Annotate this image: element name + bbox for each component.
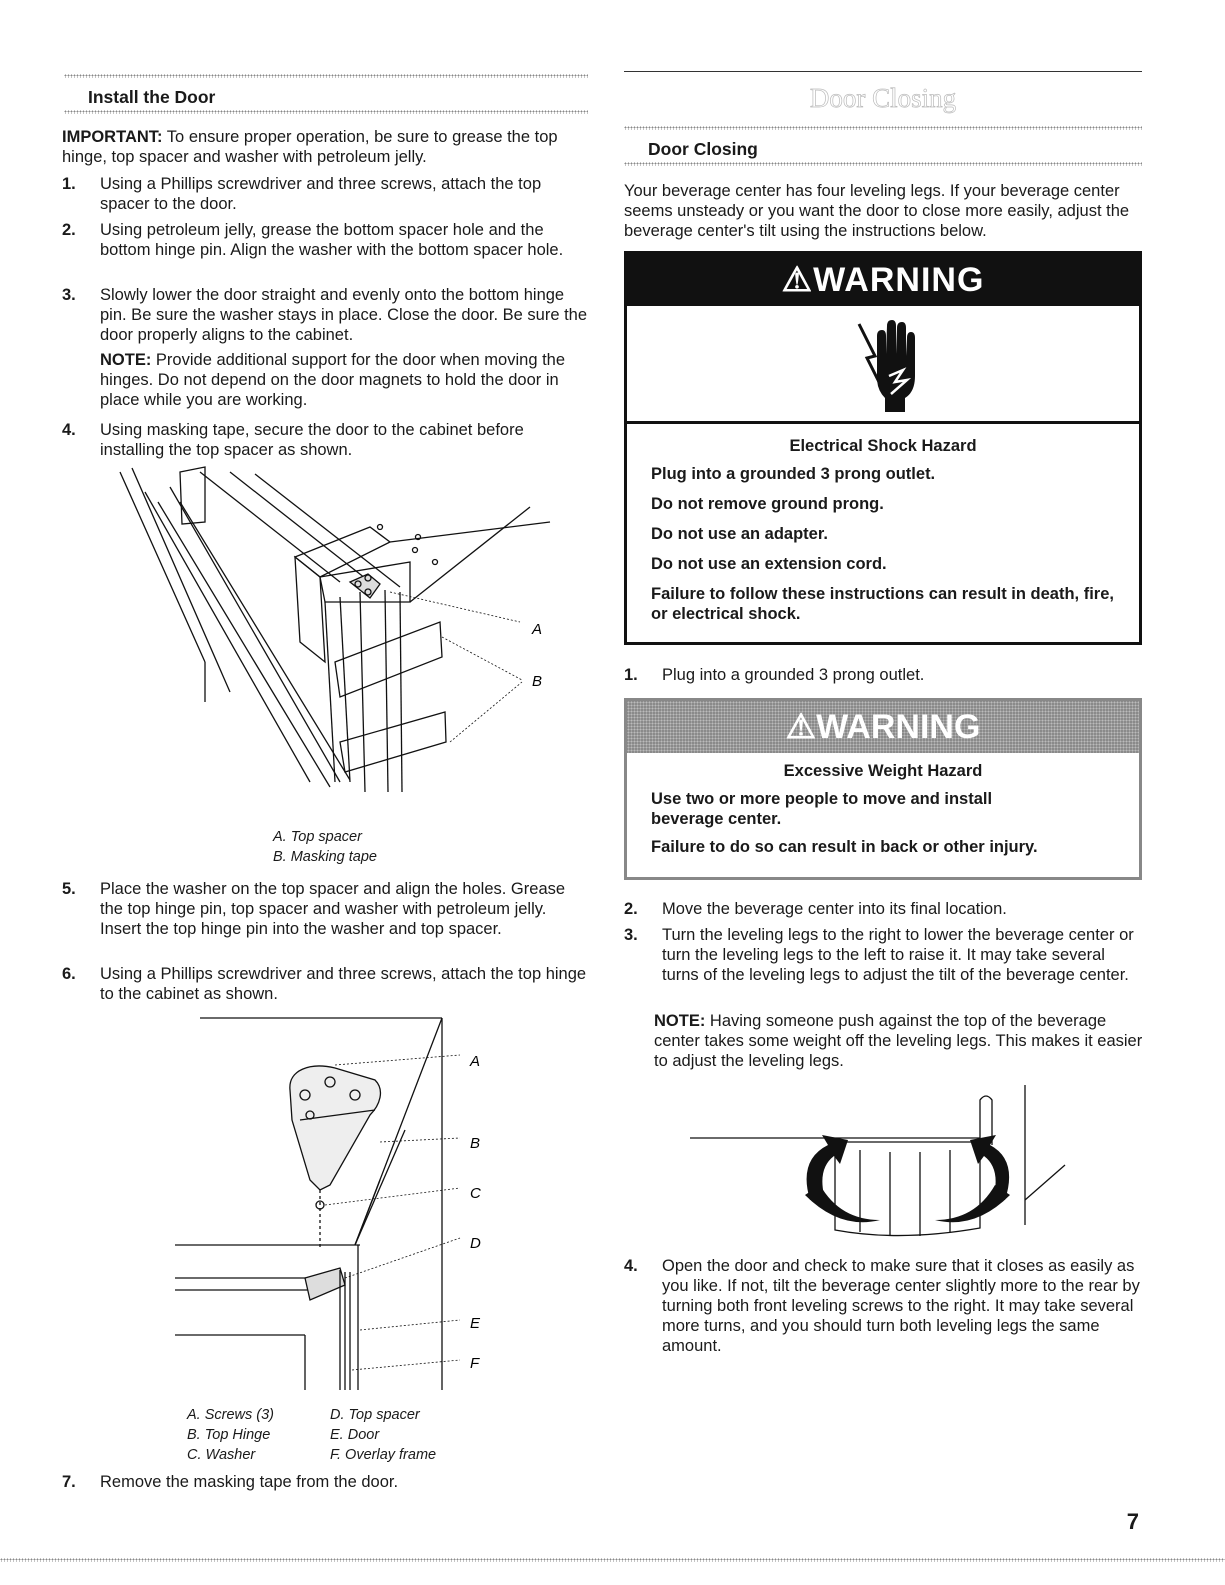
closing-step-2 <box>624 899 1144 919</box>
section-heading-install-door: Install the Door <box>88 87 216 107</box>
note-text: Having someone push against the top of the beverage center takes some weight off the leveling legs. This makes it easier to adjust the leveling legs. <box>654 1012 1143 1070</box>
step-number: 5. <box>62 880 76 898</box>
install-step-2 <box>62 220 592 260</box>
fig2-caption-e: E. Door <box>330 1427 380 1443</box>
install-note <box>100 350 592 410</box>
step-text: Open the door and check to make sure that it closes as easily as you like. If not, tilt the beverage center slightly more to the rear by turning both front leveling screws to the right. It may take several more turns, and you should turn both leveling legs the same amount. <box>662 1257 1140 1355</box>
fig2-caption-c: C. Washer <box>187 1447 256 1463</box>
step-text: Move the beverage center into its final location. <box>662 900 1007 918</box>
step-number: 2. <box>62 221 76 239</box>
door-edge-line <box>120 472 205 662</box>
warning-triangle-icon: ⚠ <box>781 261 814 299</box>
step-text: Remove the masking tape from the door. <box>100 1473 399 1491</box>
top-hinge-illustration <box>170 1010 510 1395</box>
closing-note <box>654 1011 1144 1071</box>
install-step-6 <box>62 964 592 1004</box>
warning-header <box>627 701 1139 753</box>
note-label: NOTE: <box>100 351 152 369</box>
important-paragraph <box>62 127 592 167</box>
electric-shock-hand-icon <box>847 314 917 414</box>
install-step-5 <box>62 879 592 939</box>
warning-triangle-icon: ⚠ <box>785 708 817 746</box>
door-masking-tape-illustration <box>110 462 560 792</box>
fig2-label-e: E <box>470 1315 481 1332</box>
warning-line: Failure to follow these instructions can result in death, fire, or electrical shock. <box>651 585 1114 623</box>
closing-step-4 <box>624 1256 1144 1356</box>
fig1-caption-a: A. Top spacer <box>273 829 362 845</box>
install-step-4 <box>62 420 592 460</box>
fig2-caption-a: A. Screws (3) <box>187 1407 275 1423</box>
fig1-caption-b: B. Masking tape <box>273 849 377 865</box>
step-text: Slowly lower the door straight and evenly onto the bottom hinge pin. Be sure the washer stays in place. Close the door. Be sure the door properly aligns to the cabinet. <box>100 286 588 344</box>
step-number: 1. <box>624 666 638 684</box>
step-text: Using petroleum jelly, grease the bottom spacer hole and the bottom hinge pin. Align the washer with the bottom spacer hole. <box>100 221 564 259</box>
step-text: Using a Phillips screwdriver and three screws, attach the top spacer to the door. <box>100 175 542 213</box>
warning-body <box>627 761 1139 857</box>
heading-rule-top <box>64 74 588 78</box>
note-label: NOTE: <box>654 1012 706 1030</box>
page-bottom-rule <box>0 1558 1225 1562</box>
warning-title: WARNING <box>816 708 981 746</box>
warning-header <box>627 254 1139 306</box>
step-number: 1. <box>62 175 76 193</box>
step-text: Using masking tape, secure the door to the cabinet before installing the top spacer as shown. <box>100 421 524 459</box>
door-closing-intro: Your beverage center has four leveling legs. If your beverage center seems unsteady or you want the door to close more easily, adjust the beverage center's tilt using the instructions below. <box>624 182 1130 240</box>
electrical-shock-warning-box <box>624 251 1142 645</box>
hinge-plate <box>290 1066 381 1190</box>
step-number: 3. <box>62 286 76 304</box>
step-number: 6. <box>62 965 76 983</box>
warning-line: Do not remove ground prong. <box>651 495 884 513</box>
warning-line: Plug into a grounded 3 prong outlet. <box>651 465 936 483</box>
section-heading-door-closing: Door Closing <box>648 139 758 159</box>
warning-body <box>627 436 1139 624</box>
closing-step-3 <box>624 925 1144 985</box>
rotate-right-arrow-icon <box>970 1135 1009 1200</box>
shock-icon-area <box>627 306 1139 424</box>
hazard-title: Electrical Shock Hazard <box>789 437 977 455</box>
hazard-title: Excessive Weight Hazard <box>783 762 983 780</box>
warning-line: Use two or more people to move and install beverage center. <box>651 790 993 828</box>
fig2-caption-f: F. Overlay frame <box>330 1447 437 1463</box>
tape-strip-top <box>180 467 205 524</box>
install-step-7 <box>62 1472 592 1492</box>
step-number: 2. <box>624 900 638 918</box>
closing-step-1 <box>624 665 1144 685</box>
step-number: 4. <box>62 421 76 439</box>
fig2-label-a: A <box>470 1053 481 1070</box>
step-number: 3. <box>624 926 638 944</box>
heading-rule-bottom <box>64 110 588 114</box>
install-step-1 <box>62 174 592 214</box>
fig2-label-d: D <box>470 1235 481 1252</box>
step-text: Turn the leveling legs to the right to lower the beverage center or turn the leveling legs to the left to raise it. It may take several turns of the leveling legs to adjust the tilt of the beverage center. <box>662 926 1134 984</box>
warning-line: Do not use an adapter. <box>651 525 828 543</box>
page-number: 7 <box>1126 1509 1139 1534</box>
step-text: Plug into a grounded 3 prong outlet. <box>662 666 925 684</box>
fig2-caption-b: B. Top Hinge <box>187 1427 271 1443</box>
leveling-leg-illustration <box>690 1080 1080 1240</box>
note-text: Provide additional support for the door when moving the hinges. Do not depend on the door magnets to hold the door in place while you are working. <box>100 351 566 409</box>
step-text: Place the washer on the top spacer and align the holes. Grease the top hinge pin, top spacer and washer with petroleum jelly. Insert the top hinge pin into the washer and top spacer. <box>100 880 566 938</box>
heading-rule-bottom <box>624 162 1142 166</box>
fig1-label-b: B <box>532 673 543 690</box>
excessive-weight-warning-box <box>624 698 1142 880</box>
step-number: 7. <box>62 1473 76 1491</box>
tape-strip-side <box>335 622 442 697</box>
fig2-caption-d: D. Top spacer <box>330 1407 420 1423</box>
ghost-section-title: Door Closing <box>809 83 957 113</box>
step-number: 4. <box>624 1257 638 1275</box>
important-label: IMPORTANT: <box>62 128 163 146</box>
install-step-3 <box>62 285 592 345</box>
fig2-label-c: C <box>470 1185 481 1202</box>
fig2-label-b: B <box>470 1135 481 1152</box>
important-text: To ensure proper operation, be sure to grease the top hinge, top spacer and washer with petroleum jelly. <box>62 128 558 166</box>
section-top-rule <box>624 71 1142 72</box>
warning-line: Do not use an extension cord. <box>651 555 887 573</box>
top-spacer-shape <box>305 1268 345 1300</box>
warning-title: WARNING <box>813 261 985 299</box>
fig2-label-f: F <box>470 1355 480 1372</box>
step-text: Using a Phillips screwdriver and three screws, attach the top hinge to the cabinet as shown. <box>100 965 587 1003</box>
warning-line: Failure to do so can result in back or other injury. <box>651 838 1038 856</box>
heading-rule-top <box>624 126 1142 130</box>
fig1-label-a: A <box>532 621 543 638</box>
